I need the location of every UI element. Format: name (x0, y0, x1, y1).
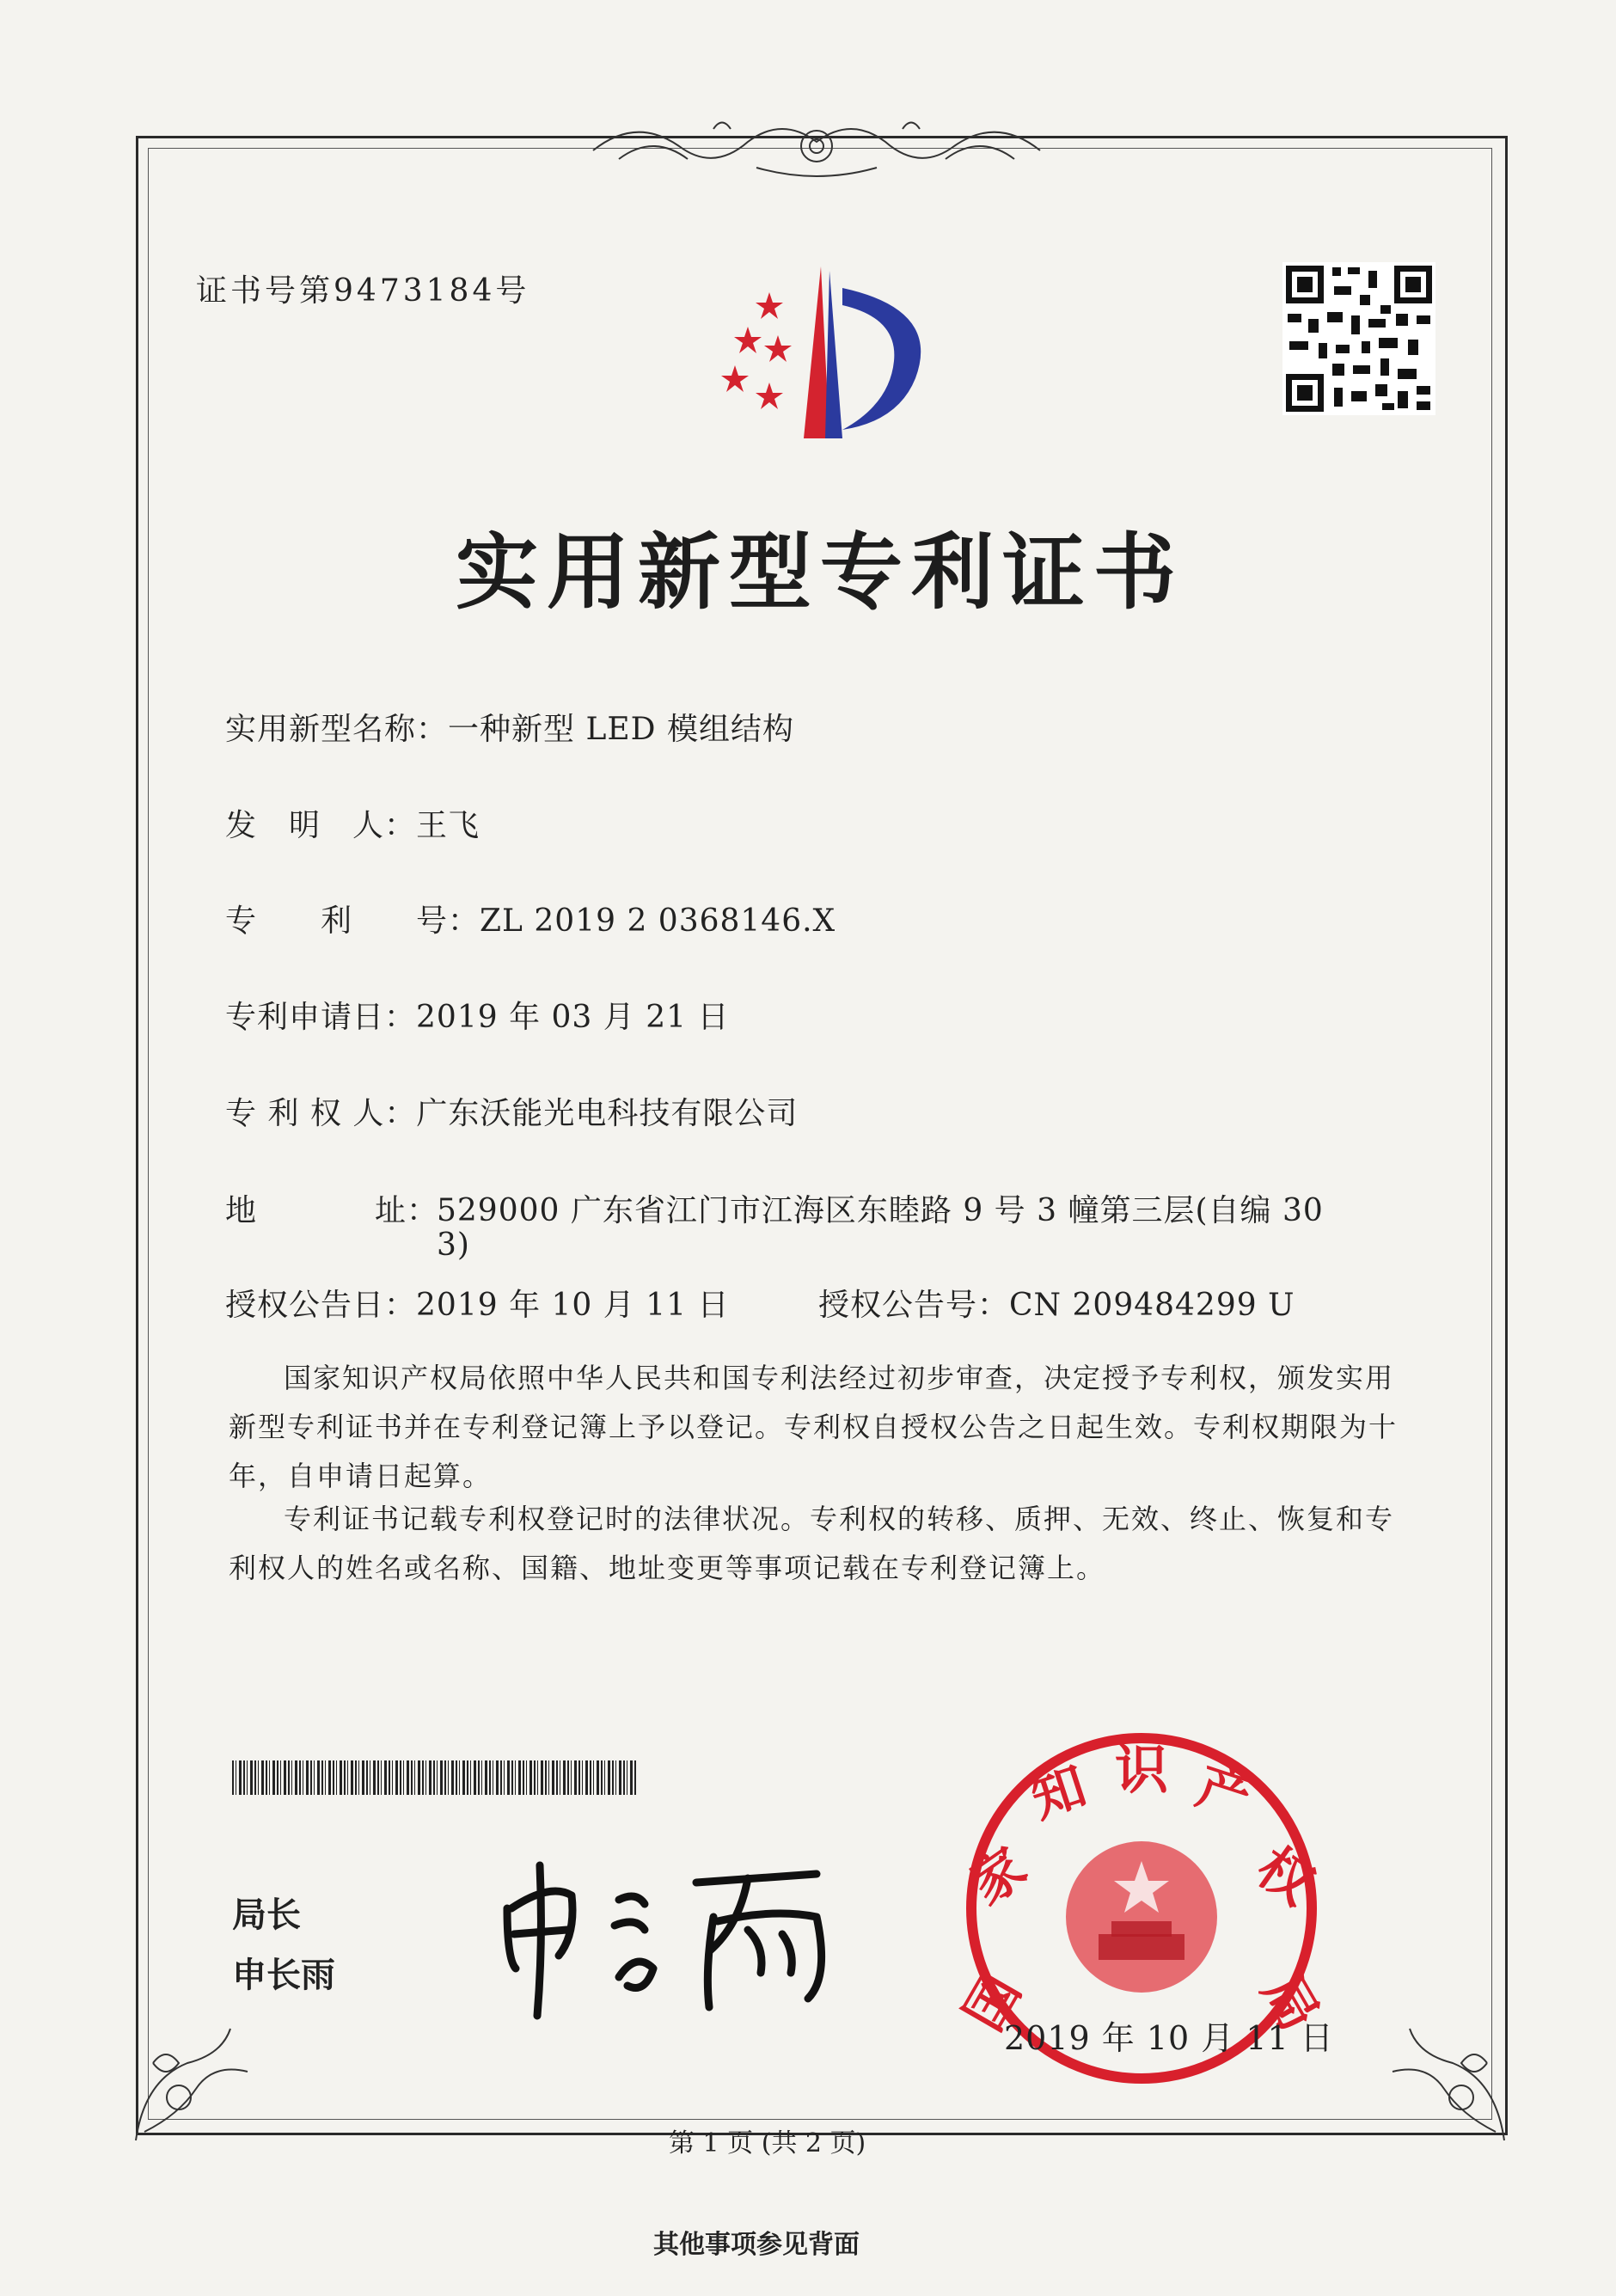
paragraph-1-line-2: 新型专利证书并在专利登记簿上予以登记。专利权自授权公告之日起生效。专利权期限为十 (229, 1411, 1399, 1443)
field-value: CN 209484299 U (1009, 1288, 1295, 1323)
seal-date: 2019 年 10 月 11 日 (1004, 2019, 1334, 2057)
field-label: 实用新型名称： (225, 712, 449, 747)
cert-number-suffix: 号 (495, 273, 530, 309)
field-label: 专 利 号： (225, 903, 481, 939)
cnipa-logo-icon (701, 258, 933, 447)
svg-text:知: 知 (1023, 1754, 1094, 1830)
director-title: 局长 (232, 1895, 301, 1935)
field-label: 专 利 权 人： (225, 1096, 417, 1131)
page-indicator: 第 1 页 (共 2 页) (669, 2128, 866, 2158)
field-label: 授权公告日： (225, 1288, 417, 1323)
field-grant-date (225, 1281, 729, 1325)
paragraph-2-line-1: 专利证书记载专利权登记时的法律状况。专利权的转移、质押、无效、终止、恢复和专 (284, 1503, 1395, 1535)
field-label: 专利申请日： (225, 1000, 417, 1035)
qr-code-icon (1282, 262, 1435, 415)
footer-note: 其他事项参见背面 (653, 2230, 860, 2260)
cert-number-label: 证书号第 (196, 273, 334, 309)
field-value: ZL 2019 2 0368146.X (480, 903, 836, 939)
field-patentee (225, 1089, 798, 1133)
field-filing-date (225, 993, 729, 1037)
corner-ornament-right-icon (1384, 2011, 1513, 2149)
field-address-label-a: 地 (225, 1193, 258, 1228)
cert-number-value: 9473184 (334, 273, 496, 309)
corner-ornament-left-icon (127, 2011, 256, 2149)
director-signature-icon (490, 1848, 851, 2020)
field-value: 2019 年 10 月 11 日 (416, 1288, 730, 1323)
svg-text:产: 产 (1189, 1754, 1260, 1830)
field-address-label-b: 址： (375, 1193, 439, 1228)
svg-text:国: 国 (952, 1963, 1033, 2042)
field-label: 发 明 人： (225, 808, 417, 843)
field-label: 授权公告号： (818, 1288, 1010, 1323)
top-ornament-icon (585, 107, 1049, 185)
paragraph-1-line-3: 年，自申请日起算。 (229, 1460, 493, 1492)
paragraph-1-line-1: 国家知识产权局依照中华人民共和国专利法经过初步审查，决定授予专利权，颁发实用 (284, 1362, 1395, 1394)
field-value: 2019 年 03 月 21 日 (416, 1000, 730, 1035)
field-inventor (225, 801, 480, 845)
field-grant-number (818, 1281, 1295, 1325)
director-name: 申长雨 (232, 1956, 335, 1995)
field-value: 广东沃能光电科技有限公司 (416, 1096, 799, 1131)
paragraph-2-line-2: 利权人的姓名或名称、国籍、地址变更等事项记载在专利登记簿上。 (229, 1552, 1106, 1584)
field-address-line1: 529000 广东省江门市江海区东睦路 9 号 3 幢第三层(自编 30 (437, 1193, 1324, 1228)
svg-text:识: 识 (1114, 1738, 1169, 1801)
page-title: 实用新型专利证书 (456, 523, 1184, 621)
field-patent-number (225, 897, 836, 940)
field-utility-model-name (225, 705, 794, 749)
field-value: 一种新型 LED 模组结构 (448, 712, 794, 747)
field-address-line2: 3) (437, 1228, 470, 1263)
certificate-number (196, 266, 529, 310)
svg-text:家: 家 (958, 1834, 1038, 1918)
barcode (232, 1760, 636, 1795)
svg-text:权: 权 (1245, 1834, 1325, 1918)
svg-text:局: 局 (1250, 1963, 1331, 2042)
field-value: 王飞 (416, 808, 481, 843)
